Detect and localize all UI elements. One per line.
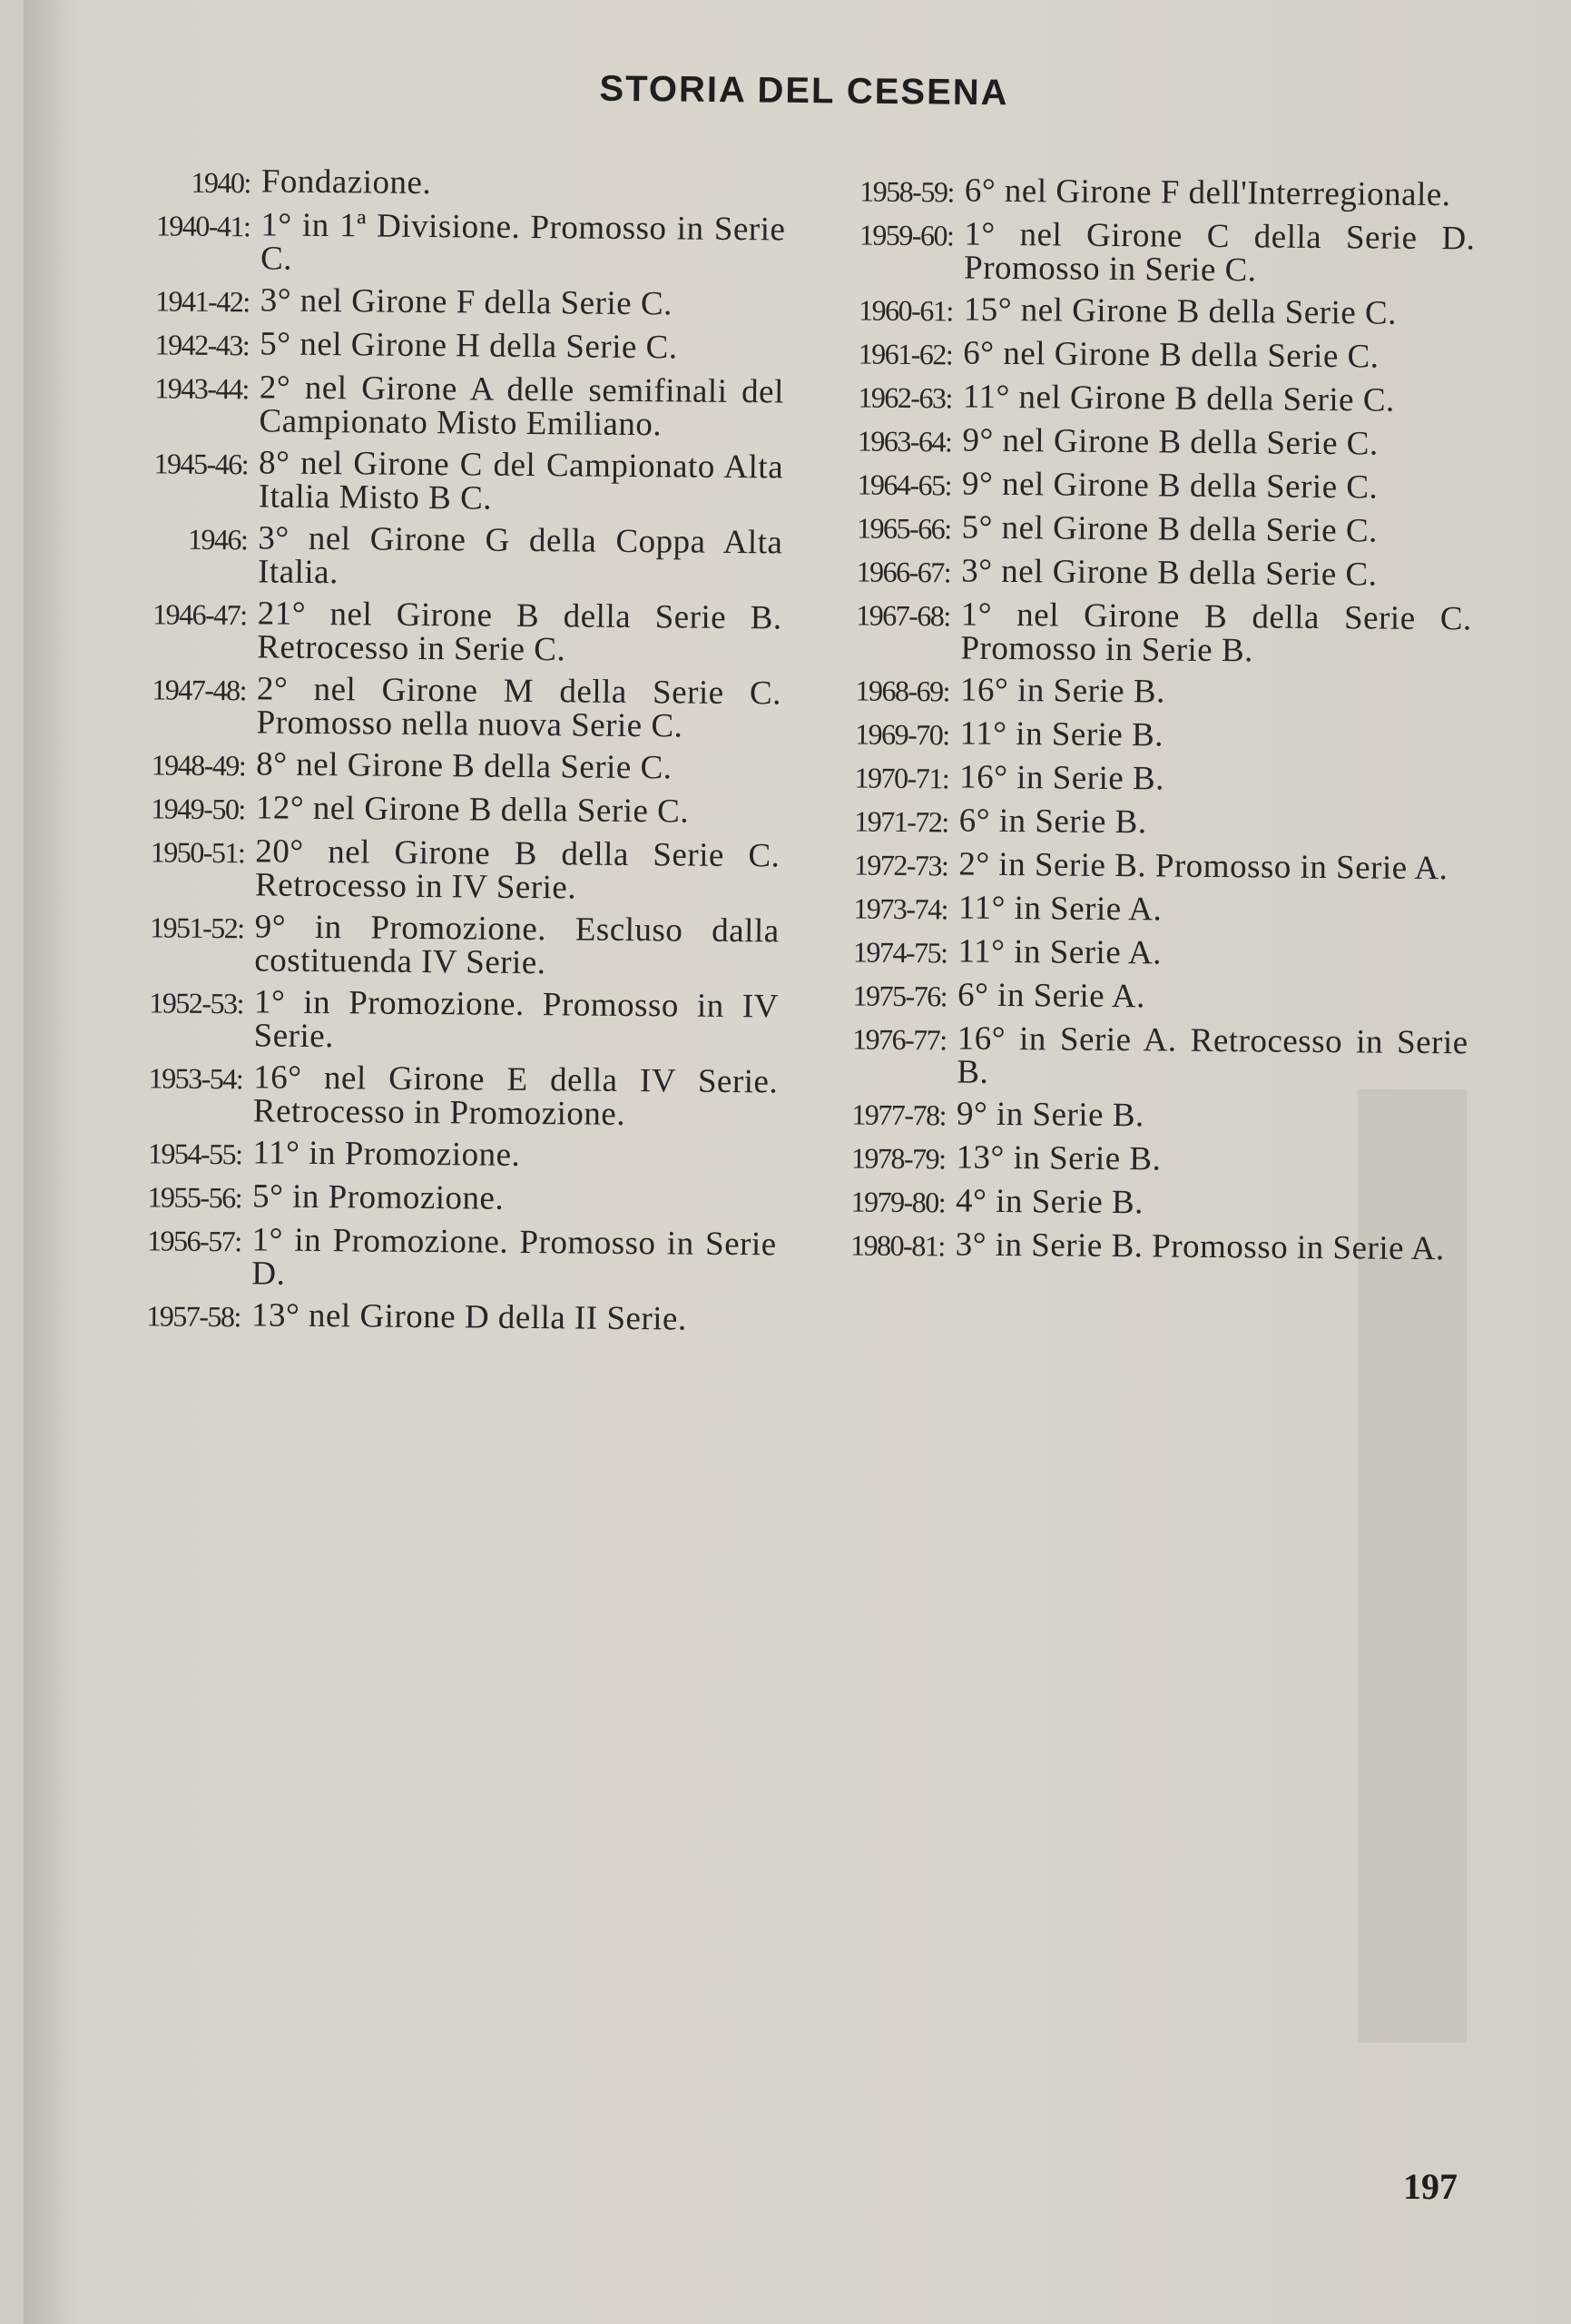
season-entry: [800, 509, 1472, 550]
season-year: 1949-50:: [151, 792, 245, 826]
season-year: 1972-73:: [853, 848, 948, 882]
season-year: 1963-64:: [857, 424, 952, 458]
season-entry: [113, 326, 784, 367]
season-entry: [799, 715, 1470, 756]
season-year: 1952-53:: [149, 986, 244, 1020]
season-result: 20° nel Girone B della Serie C. Retrocesso in IV Serie.: [254, 832, 781, 907]
season-result: 9° nel Girone B della Serie C.: [962, 421, 1379, 463]
season-year: 1941-42:: [154, 284, 250, 319]
season-result: 2° in Serie B. Promosso in Serie A.: [958, 845, 1448, 888]
season-entry: [113, 282, 785, 323]
season-year: 1973-74:: [853, 891, 948, 926]
season-year: 1956-57:: [146, 1224, 241, 1258]
season-result: 6° nel Girone F dell'Interregionale.: [964, 172, 1451, 214]
season-result: 12° nel Girone B della Serie C.: [255, 789, 690, 831]
season-result: 5° nel Girone B della Serie C.: [961, 508, 1379, 550]
history-column-left: [104, 163, 786, 1346]
season-entry: [798, 890, 1469, 931]
season-result: 5° in Promozione.: [251, 1177, 505, 1217]
season-entry: [112, 445, 784, 517]
season-result: 15° nel Girone B della Serie C.: [963, 290, 1398, 332]
season-entry: [802, 335, 1474, 376]
page-number: 197: [1403, 2166, 1458, 2207]
season-year: 1974-75:: [852, 935, 948, 970]
season-result: 8° nel Girone C del Campionato Alta Italia Misto B C.: [258, 444, 784, 517]
season-result: 11° in Serie B.: [959, 714, 1164, 754]
season-result: 16° in Serie A. Retrocesso in Serie B.: [957, 1019, 1468, 1091]
season-year: 1968-69:: [855, 674, 950, 708]
season-year: 1959-60:: [859, 218, 954, 252]
season-result: 1° in Promozione. Promosso in Serie D.: [251, 1221, 777, 1293]
season-year: 1953-54:: [148, 1061, 243, 1096]
season-result: 16° in Serie B.: [959, 671, 1165, 711]
season-year: 1957-58:: [146, 1299, 241, 1334]
season-result: 6° in Serie A.: [957, 976, 1146, 1016]
season-result: 4° in Serie B.: [955, 1182, 1144, 1222]
season-year: 1965-66:: [856, 511, 951, 546]
season-entry: [800, 553, 1472, 594]
season-year: 1946:: [187, 522, 248, 556]
book-page: [24, 0, 1571, 2324]
season-result: 9° nel Girone B della Serie C.: [961, 465, 1379, 507]
season-entry: [796, 1020, 1468, 1093]
season-entry: [111, 520, 783, 593]
season-year: 1979-80:: [850, 1185, 946, 1219]
season-year: 1958-59:: [859, 174, 954, 209]
season-entry: [108, 833, 781, 906]
season-entry: [800, 596, 1472, 669]
page-title: STORIA DEL CESENA: [599, 68, 1009, 113]
season-year: 1940-41:: [155, 209, 250, 243]
season-year: 1980-81:: [849, 1228, 945, 1263]
season-entry: [106, 1059, 779, 1132]
season-year: 1969-70:: [854, 717, 949, 752]
season-result: 5° nel Girone H della Serie C.: [260, 325, 678, 367]
season-result: 11° nel Girone B della Serie C.: [962, 378, 1395, 419]
season-year: 1967-68:: [856, 598, 950, 633]
season-result: 13° nel Girone D della II Serie.: [250, 1296, 687, 1338]
season-entry: [109, 790, 781, 831]
season-year: 1946-47:: [152, 597, 247, 632]
season-result: 11° in Serie A.: [957, 889, 1163, 929]
season-entry: [112, 369, 784, 442]
season-entry: [797, 933, 1468, 974]
season-entry: [105, 1178, 777, 1219]
season-result: 9° in Serie B.: [956, 1095, 1144, 1135]
season-entry: [113, 207, 786, 280]
season-year: 1954-55:: [147, 1137, 242, 1171]
season-result: 1° nel Girone C della Serie D. Promosso in Serie C.: [963, 215, 1476, 290]
season-year: 1943-44:: [154, 371, 249, 406]
season-entry: [105, 1135, 777, 1176]
season-result: 3° nel Girone G della Coppa Alta Italia.: [257, 519, 783, 592]
season-result: 2° nel Girone A delle semifinali del Campionato Misto Emiliano.: [259, 369, 785, 444]
season-entry: [803, 291, 1475, 332]
season-entry: [803, 216, 1476, 289]
season-result: 16° nel Girone E della IV Serie. Retrocesso in Promozione.: [252, 1059, 779, 1133]
season-entry: [802, 379, 1474, 419]
season-result: 9° in Promozione. Escluso dalla costituenda IV Serie.: [254, 908, 780, 982]
season-entry: [109, 671, 781, 743]
season-result: 3° nel Girone B della Serie C.: [960, 552, 1378, 594]
season-entry: [107, 909, 780, 981]
season-entry: [798, 846, 1469, 887]
season-entry: [797, 977, 1468, 1018]
season-year: 1964-65:: [857, 468, 952, 502]
season-entry: [106, 984, 779, 1057]
season-year: 1951-52:: [149, 911, 244, 945]
season-entry: [796, 1096, 1468, 1137]
season-year: 1978-79:: [850, 1141, 946, 1176]
season-year: 1955-56:: [147, 1180, 242, 1215]
season-entry: [109, 746, 781, 787]
season-year: 1945-46:: [153, 447, 249, 481]
season-entry: [795, 1226, 1467, 1267]
season-result: 11° in Promozione.: [252, 1134, 521, 1174]
season-year: 1970-71:: [854, 761, 949, 795]
season-year: 1947-48:: [152, 673, 247, 707]
season-entry: [801, 466, 1473, 507]
season-result: Fondazione.: [260, 162, 432, 202]
season-entry: [104, 1297, 776, 1338]
season-entry: [104, 1222, 777, 1295]
season-year: 1942-43:: [154, 328, 250, 362]
season-entry: [799, 759, 1470, 800]
season-year: 1977-78:: [851, 1098, 947, 1132]
season-entry: [801, 422, 1473, 463]
season-entry: [110, 596, 782, 668]
season-year: 1975-76:: [852, 979, 948, 1013]
season-result: 3° nel Girone F della Serie C.: [260, 281, 673, 323]
season-entry: [799, 803, 1470, 843]
history-column-right: [794, 172, 1476, 1275]
season-result: 6° in Serie B.: [958, 802, 1147, 842]
season-result: 1° in Promozione. Promosso in IV Serie.: [253, 983, 780, 1056]
season-result: 13° in Serie B.: [956, 1138, 1162, 1178]
season-entry: [804, 172, 1476, 213]
season-entry: [800, 672, 1471, 713]
season-year: 1966-67:: [856, 555, 951, 589]
season-result: 11° in Serie A.: [957, 932, 1163, 972]
season-year: 1961-62:: [858, 337, 953, 371]
season-year: 1976-77:: [851, 1022, 947, 1057]
season-entry: [795, 1183, 1467, 1224]
season-year: 1948-49:: [151, 748, 246, 783]
season-result: 1° nel Girone B della Serie C. Promosso in Serie B.: [960, 596, 1472, 670]
season-result: 16° in Serie B.: [959, 758, 1165, 798]
season-entry: [114, 163, 786, 204]
season-result: 21° nel Girone B della Serie B. Retrocesso in Serie C.: [257, 595, 782, 669]
season-result: 1° in 1ª Divisione. Promosso in Serie C.: [260, 206, 786, 278]
season-year: 1960-61:: [858, 293, 953, 328]
season-result: 8° nel Girone B della Serie C.: [256, 745, 673, 787]
season-year: 1950-51:: [150, 835, 245, 870]
season-year: 1962-63:: [858, 380, 952, 415]
season-year: 1971-72:: [854, 804, 948, 839]
season-result: 3° in Serie B. Promosso in Serie A.: [955, 1226, 1445, 1268]
season-result: 2° nel Girone M della Serie C. Promosso nella nuova Serie C.: [256, 670, 782, 745]
season-result: 6° nel Girone B della Serie C.: [963, 334, 1380, 376]
season-year: 1940:: [191, 165, 250, 200]
season-entry: [795, 1139, 1467, 1180]
